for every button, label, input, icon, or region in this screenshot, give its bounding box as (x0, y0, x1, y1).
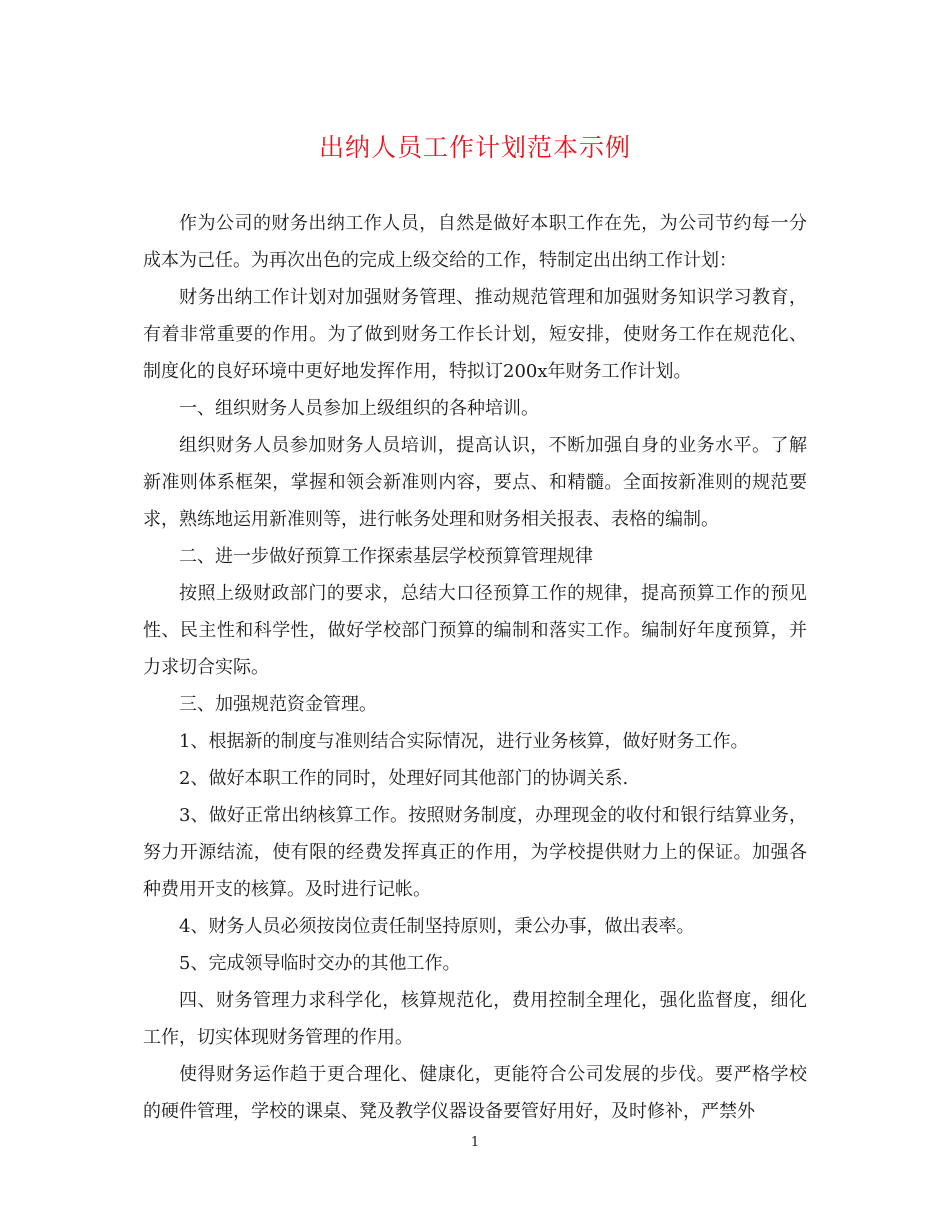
paragraph-operations: 使得财务运作趋于更合理化、健康化，更能符合公司发展的步伐。要严格学校的硬件管理，学校的课桌、凳及教学仪器设备要管好用好，及时修补，严禁外 (143, 1064, 807, 1122)
paragraph-purpose: 财务出纳工作计划对加强财务管理、推动规范管理和加强财务知识学习教育，有着非常重要的作用。为了做到财务工作长计划，短安排，使财务工作在规范化、制度化的良好环境中更好地发挥作用，特拟订200x年财务工作计划。 (143, 287, 807, 382)
document-body (143, 205, 807, 1130)
paragraph-intro: 作为公司的财务出纳工作人员，自然是做好本职工作在先，为公司节约每一分成本为己任。为再次出色的完成上级交给的工作，特制定出出纳工作计划： (143, 213, 807, 271)
list-item-1: 1、根据新的制度与准则结合实际情况，进行业务核算，做好财务工作。 (179, 731, 749, 752)
paragraph-training: 组织财务人员参加财务人员培训，提高认识，不断加强自身的业务水平。了解新准则体系框架，掌握和领会新准则内容，要点、和精髓。全面按新准则的规范要求，熟练地运用新准则等，进行帐务处理和财务相关报表、表格的编制。 (143, 435, 807, 530)
paragraph-budget: 按照上级财政部门的要求，总结大口径预算工作的规律，提高预算工作的预见性、民主性和科学性，做好学校部门预算的编制和落实工作。编制好年度预算，并力求切合实际。 (143, 583, 807, 678)
list-item-5: 5、完成领导临时交办的其他工作。 (179, 953, 461, 974)
section-heading-2: 二、进一步做好预算工作探索基层学校预算管理规律 (179, 546, 593, 567)
list-item-2: 2、做好本职工作的同时，处理好同其他部门的协调关系. (179, 768, 629, 789)
list-item-3: 3、做好正常出纳核算工作。按照财务制度，办理现金的收付和银行结算业务，努力开源结流，使有限的经费发挥真正的作用，为学校提供财力上的保证。加强各种费用开支的核算。及时进行记帐。 (143, 805, 807, 900)
list-item-4: 4、财务人员必须按岗位责任制坚持原则，秉公办事，做出表率。 (179, 916, 695, 937)
page-number: 1 (470, 1135, 480, 1150)
section-heading-3: 三、加强规范资金管理。 (179, 694, 377, 715)
section-heading-4: 四、财务管理力求科学化，核算规范化，费用控制全理化，强化监督度，细化工作，切实体现财务管理的作用。 (143, 990, 807, 1048)
section-heading-1: 一、组织财务人员参加上级组织的各种培训。 (179, 398, 539, 419)
document-title: 出纳人员工作计划范本示例 (318, 133, 631, 162)
